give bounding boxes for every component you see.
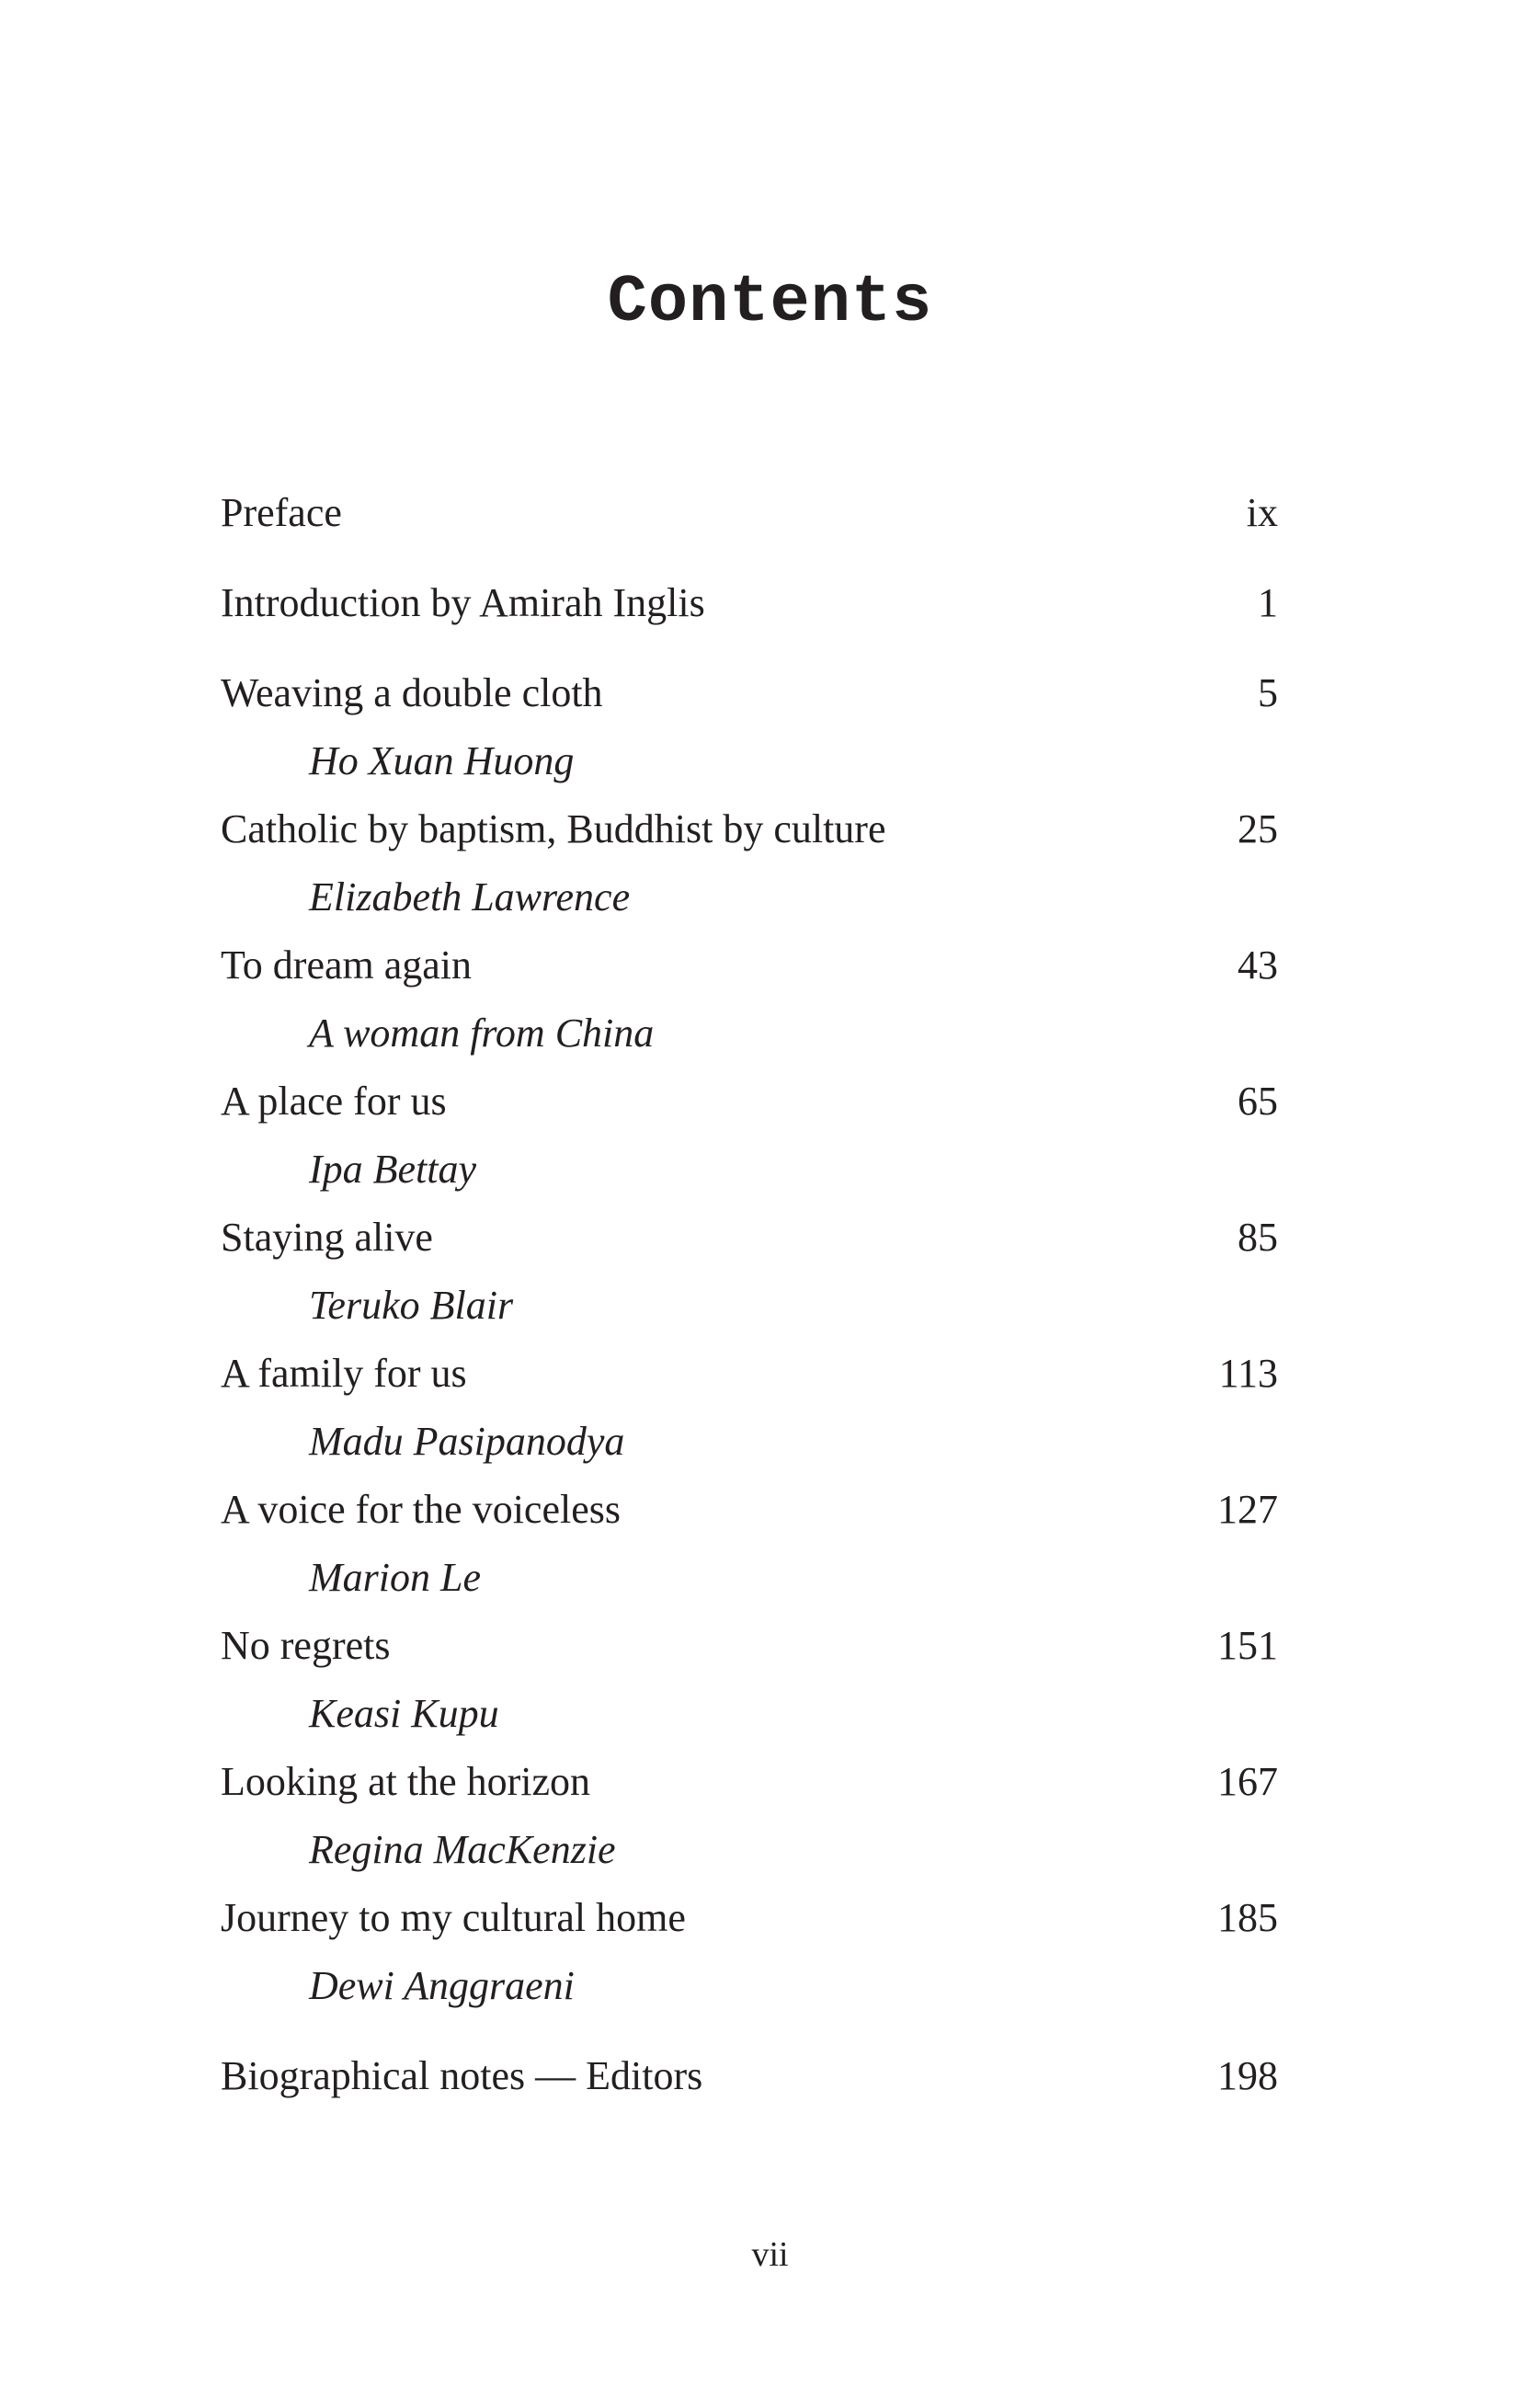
toc-entry-page: 113 xyxy=(1218,1351,1278,1396)
toc-entry-page: 1 xyxy=(1258,580,1278,625)
toc-entry-author: Regina MacKenzie xyxy=(309,1827,616,1872)
toc-entry-title: No regrets xyxy=(221,1623,391,1668)
toc-entry xyxy=(221,576,1278,631)
toc-entry-title: Preface xyxy=(221,490,342,535)
toc-entry-title: Biographical notes — Editors xyxy=(221,2053,703,2098)
toc-entry-title: Catholic by baptism, Buddhist by culture xyxy=(221,806,886,851)
toc-entry-title: Looking at the horizon xyxy=(221,1759,591,1804)
toc-entry-page: ix xyxy=(1246,490,1278,535)
toc-entry xyxy=(221,1754,1278,1810)
toc-entry xyxy=(221,938,1278,993)
toc-entry-page: 198 xyxy=(1217,2053,1278,2098)
toc-entry-page: 43 xyxy=(1238,942,1278,988)
toc-entry-page: 85 xyxy=(1238,1215,1278,1260)
toc-entry-page: 5 xyxy=(1258,670,1278,715)
toc-entry-author: Elizabeth Lawrence xyxy=(309,874,631,919)
toc-entry-page: 127 xyxy=(1217,1487,1278,1532)
toc-entry-author: Ho Xuan Huong xyxy=(309,738,575,783)
toc-entry-page: 65 xyxy=(1238,1079,1278,1124)
toc-entry-title: Staying alive xyxy=(221,1215,433,1260)
page-number-footer: vii xyxy=(751,2235,789,2274)
toc-entry xyxy=(221,1482,1278,1537)
toc-entry-page: 167 xyxy=(1217,1759,1278,1804)
toc-entry-title: A voice for the voiceless xyxy=(221,1487,621,1532)
toc-entry-author: Marion Le xyxy=(309,1555,481,1600)
toc-entry xyxy=(221,802,1278,857)
toc-entry-author: Dewi Anggraeni xyxy=(309,1963,575,2008)
toc-entry-author: A woman from China xyxy=(309,1011,655,1056)
toc-entry xyxy=(221,1346,1278,1401)
toc-entry-title: A place for us xyxy=(221,1079,447,1124)
toc-entry xyxy=(221,485,1278,541)
toc-entry xyxy=(221,1618,1278,1673)
toc-entry-title: Introduction by Amirah Inglis xyxy=(221,580,705,625)
toc-entry-author: Teruko Blair xyxy=(309,1283,514,1328)
toc-entry xyxy=(221,1074,1278,1129)
toc-entry-page: 185 xyxy=(1217,1895,1278,1940)
toc-entry-page: 25 xyxy=(1238,806,1278,851)
toc-entry-title: To dream again xyxy=(221,942,473,988)
toc-entry-author: Madu Pasipanodya xyxy=(309,1419,625,1464)
toc-entry-title: Journey to my cultural home xyxy=(221,1895,686,1940)
toc-entry-author: Ipa Bettay xyxy=(309,1147,477,1192)
toc-entry-title: A family for us xyxy=(221,1351,467,1396)
toc-entry-title: Weaving a double cloth xyxy=(221,670,603,715)
toc-entry xyxy=(221,666,1278,721)
page-title: Contents xyxy=(607,265,933,340)
toc-entry xyxy=(221,1210,1278,1265)
toc-entry-author: Keasi Kupu xyxy=(309,1691,499,1736)
toc-entry xyxy=(221,2049,1278,2104)
toc-entry xyxy=(221,1890,1278,1946)
toc-entry-page: 151 xyxy=(1217,1623,1278,1668)
